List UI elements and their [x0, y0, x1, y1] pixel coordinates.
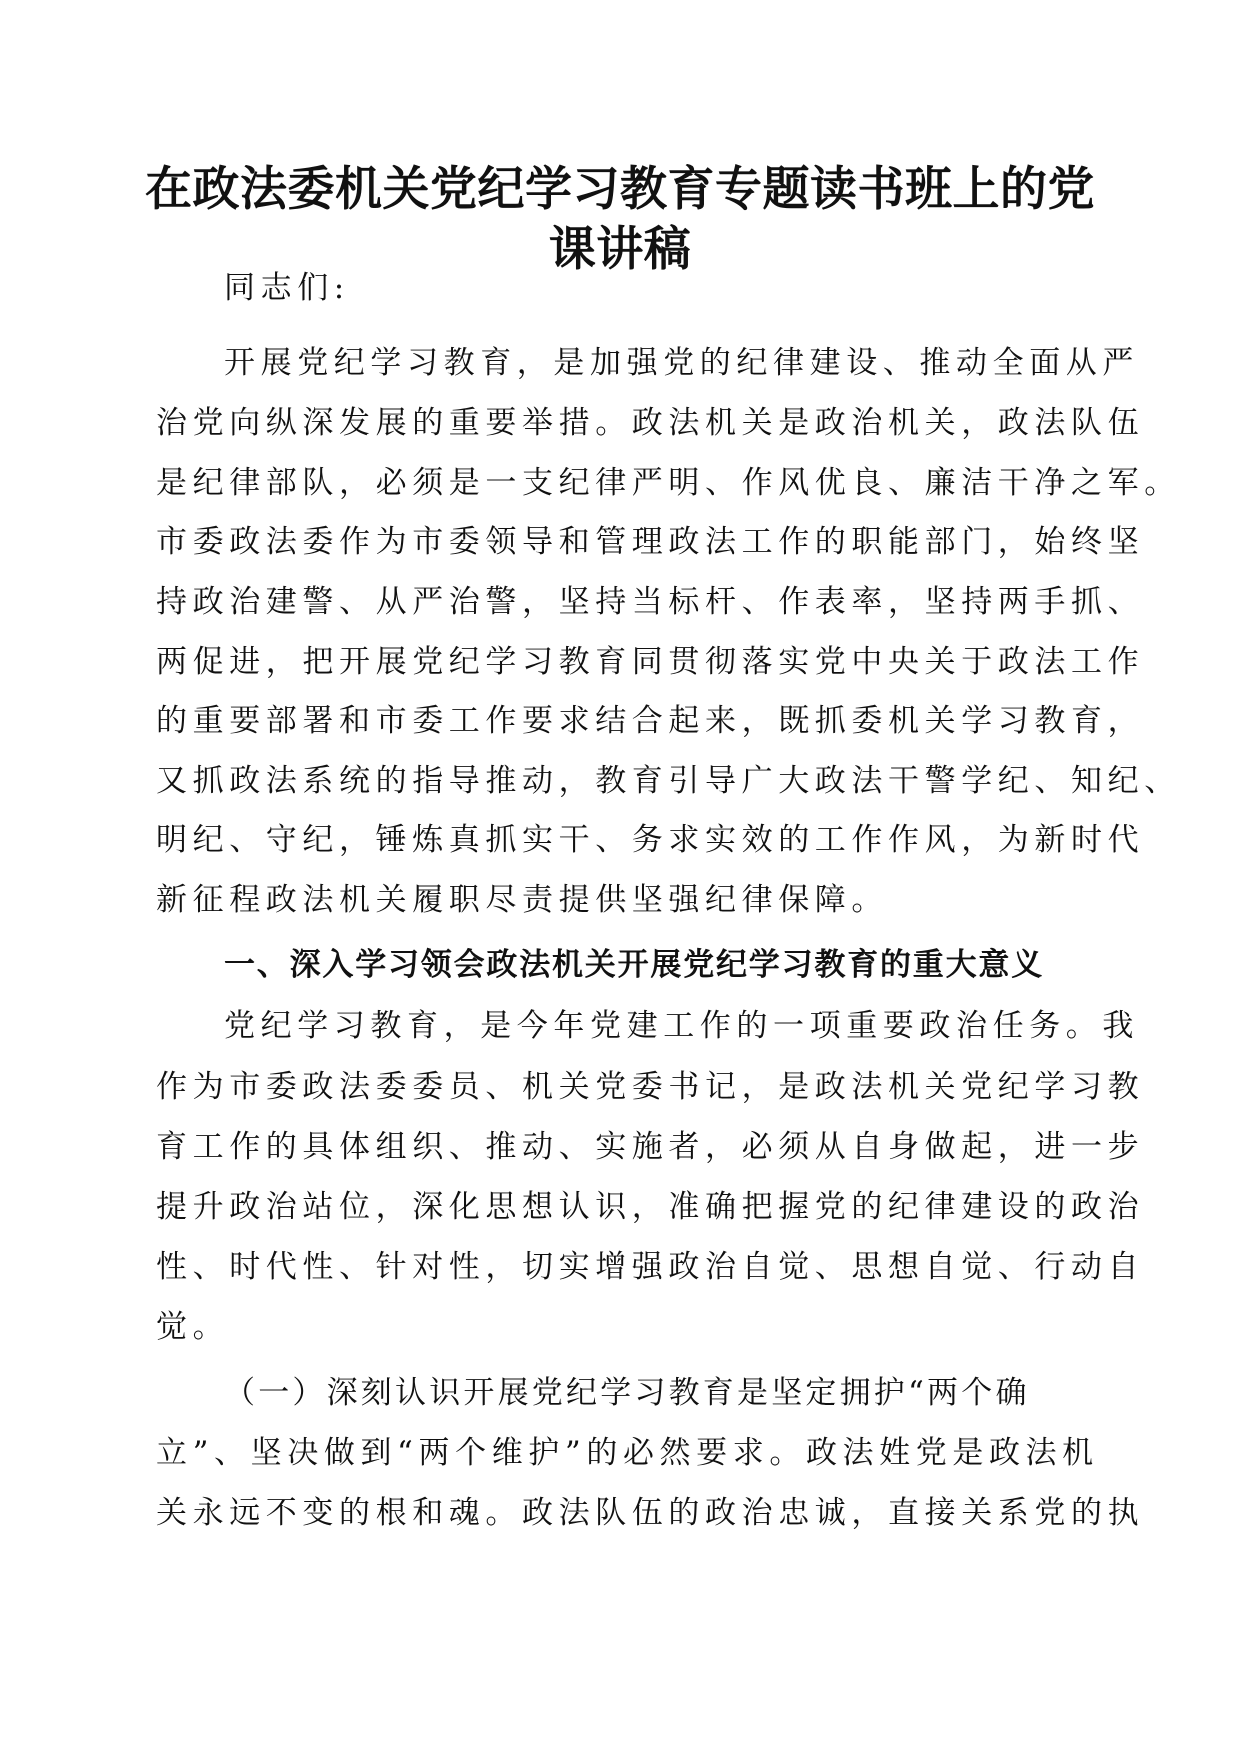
- paragraph-3-line: 关永远不变的根和魂。政法队伍的政治忠诚，直接关系党的执: [156, 1495, 1145, 1531]
- paragraph-1-line: 开展党纪学习教育，是加强党的纪律建设、推动全面从严: [224, 345, 1139, 381]
- subsection-heading: （一）深刻认识开展党纪学习教育是坚定拥护“两个确: [224, 1375, 1030, 1411]
- paragraph-2-line: 提升政治站位，深化思想认识，准确把握党的纪律建设的政治: [156, 1189, 1145, 1225]
- paragraph-1-line: 持政治建警、从严治警，坚持当标杆、作表率，坚持两手抓、: [156, 584, 1145, 620]
- paragraph-1-line: 是纪律部队，必须是一支纪律严明、作风优良、廉洁干净之军。: [156, 465, 1181, 501]
- document-title-line-1: 在政法委机关党纪学习教育专题读书班上的党: [145, 162, 1095, 217]
- paragraph-2-line: 作为市委政法委委员、机关党委书记，是政法机关党纪学习教: [156, 1069, 1145, 1105]
- salutation: 同志们:: [224, 270, 350, 306]
- paragraph-1-line: 新征程政法机关履职尽责提供坚强纪律保障。: [156, 882, 888, 918]
- document-title-line-2: 课讲稿: [548, 222, 692, 277]
- section-heading: 一、深入学习领会政法机关开展党纪学习教育的重大意义: [224, 947, 1044, 983]
- paragraph-1-line: 又抓政法系统的指导推动，教育引导广大政法干警学纪、知纪、: [156, 763, 1181, 799]
- paragraph-1-line: 市委政法委作为市委领导和管理政法工作的职能部门，始终坚: [156, 524, 1145, 560]
- paragraph-1-line: 明纪、守纪，锤炼真抓实干、务求实效的工作作风，为新时代: [156, 822, 1145, 858]
- paragraph-3-line: 立”、坚决做到“两个维护”的必然要求。政法姓党是政法机: [156, 1435, 1099, 1471]
- paragraph-2-line: 育工作的具体组织、推动、实施者，必须从自身做起，进一步: [156, 1129, 1145, 1165]
- paragraph-1-line: 的重要部署和市委工作要求结合起来，既抓委机关学习教育，: [156, 703, 1145, 739]
- paragraph-1-line: 治党向纵深发展的重要举措。政法机关是政治机关，政法队伍: [156, 405, 1145, 441]
- paragraph-2-line: 性、时代性、针对性，切实增强政治自觉、思想自觉、行动自: [156, 1249, 1145, 1285]
- paragraph-1-line: 两促进，把开展党纪学习教育同贯彻落实党中央关于政法工作: [156, 644, 1145, 680]
- paragraph-2-line: 党纪学习教育，是今年党建工作的一项重要政治任务。我: [224, 1008, 1139, 1044]
- paragraph-2-line: 觉。: [156, 1309, 230, 1345]
